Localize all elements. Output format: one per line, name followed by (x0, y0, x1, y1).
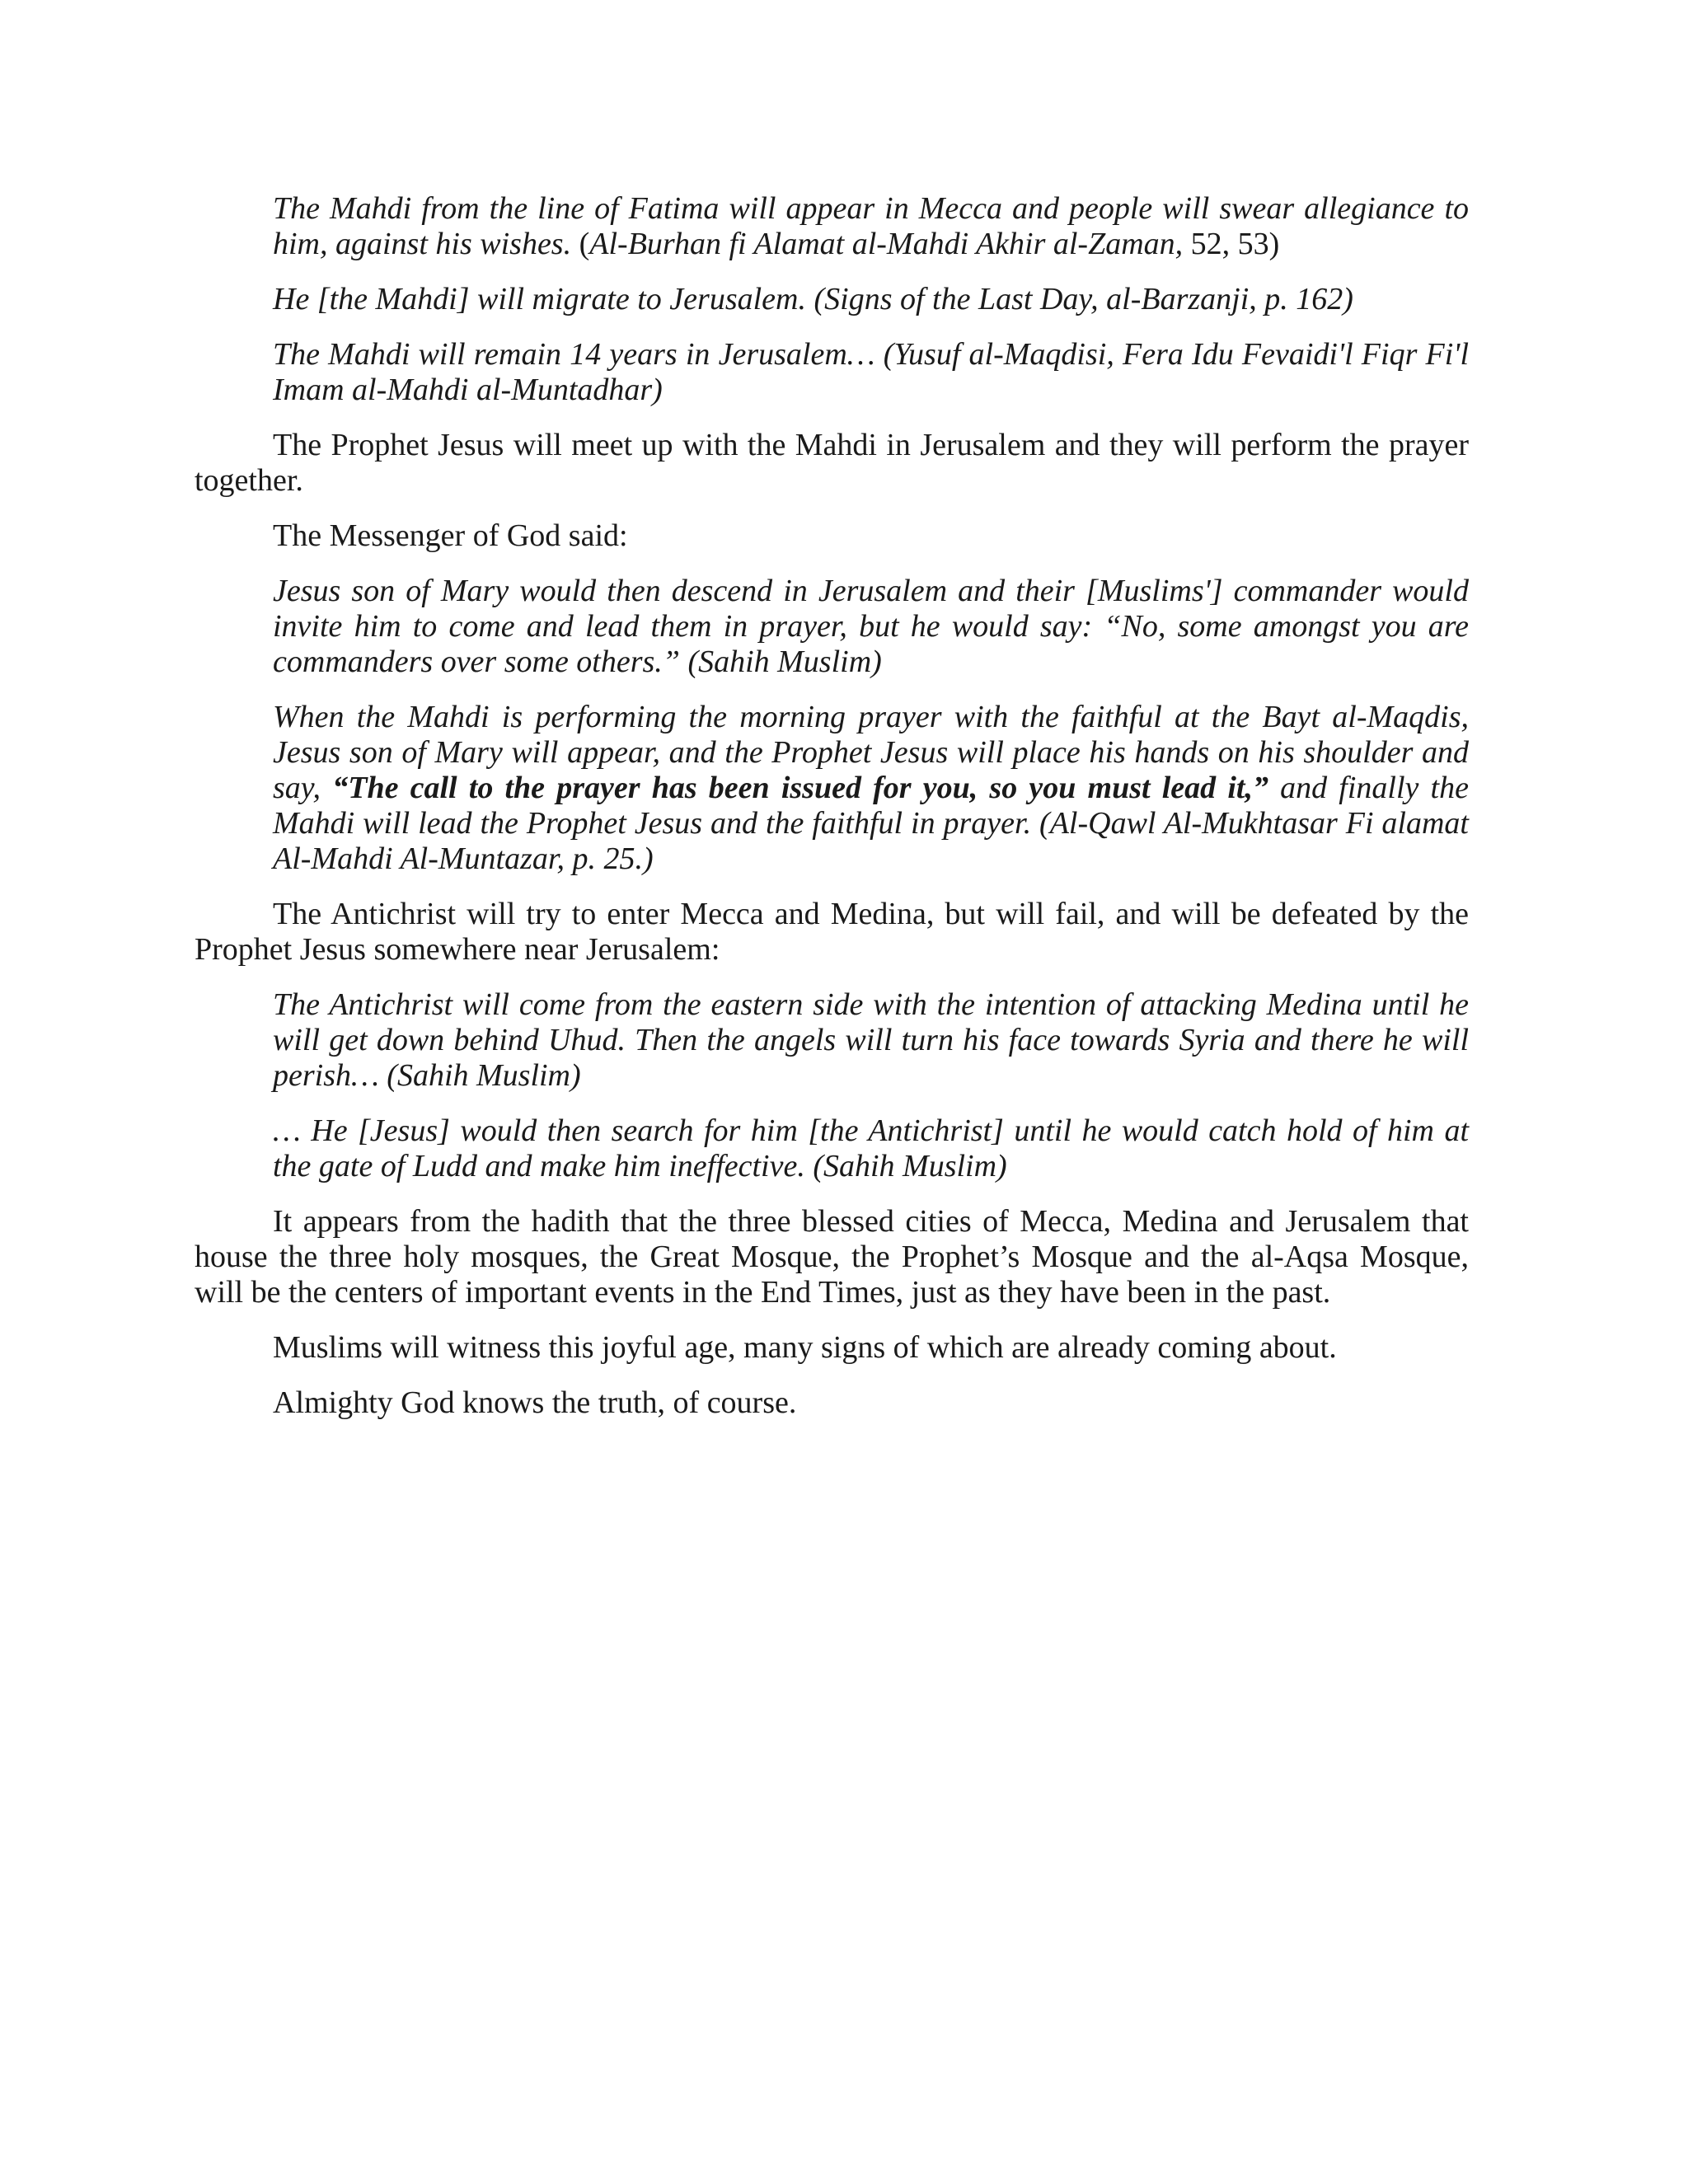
body-paragraph-closing: Almighty God knows the truth, of course. (273, 1385, 797, 1420)
body-paragraph-joyful-age: Muslims will witness this joyful age, many signs of which are already coming about. (273, 1330, 1337, 1365)
body-paragraph-three-cities: It appears from the hadith that the three blessed cities of Mecca, Medina and Jerusalem that house the three holy mosques, the Great Mosque, the Prophet’s Mosque and the al-Aqsa Mosque, will be the centers of important events in the End Times, just as they have been in the past. (195, 1204, 1469, 1310)
quote-text-before: When the Mahdi is performing the morning prayer with the faithful at the Bayt al-Maqdis, Jesus son of Mary will appear, and the Prophet Jesus will place his hands on his shoulder and say, (273, 700, 1469, 805)
quote-mahdi-remain: The Mahdi will remain 14 years in Jerusalem… (Yusuf al-Maqdisi, Fera Idu Fevaidi'l Fiqr Fi'l Imam al-Mahdi al-Muntadhar) (273, 337, 1469, 407)
body-paragraph-messenger: The Messenger of God said: (273, 518, 628, 553)
quote-paren: ( (579, 227, 590, 261)
quote-jesus-descend: Jesus son of Mary would then descend in Jerusalem and their [Muslims'] commander would invite him to come and lead them in prayer, but he would say: “No, some amongst you are commanders over some others.” (Sahih Muslim) (273, 574, 1469, 679)
quote-source-pages: 52, 53) (1183, 227, 1280, 261)
quote-mahdi-mecca (273, 191, 1469, 262)
quote-source-title: Al-Burhan fi Alamat al-Mahdi Akhir al-Zaman, (589, 227, 1184, 261)
document-page (195, 191, 1469, 1441)
quote-text: The Mahdi from the line of Fatima will appear in Mecca and people will swear allegiance to him, against his wishes. (273, 191, 1469, 261)
body-paragraph-jesus-meet: The Prophet Jesus will meet up with the Mahdi in Jerusalem and they will perform the prayer together. (195, 428, 1469, 498)
quote-antichrist-east: The Antichrist will come from the eastern side with the intention of attacking Medina until he will get down behind Uhud. Then the angels will turn his face towards Syria and there he will perish… (Sahih Muslim) (273, 987, 1469, 1093)
quote-bold-call: “The call to the prayer has been issued for you, so you must lead it,” (332, 771, 1268, 805)
quote-gate-of-ludd: … He [Jesus] would then search for him [the Antichrist] until he would catch hold of him at the gate of Ludd and make him ineffective. (Sahih Muslim) (273, 1113, 1469, 1183)
quote-mahdi-migrate: He [the Mahdi] will migrate to Jerusalem. (Signs of the Last Day, al-Barzanji, p. 162) (273, 282, 1353, 316)
quote-text-after: and finally the Mahdi will lead the Prophet Jesus and the faithful in prayer. (Al-Qawl Al-Mukhtasar Fi alamat Al-Mahdi Al-Muntazar, p. 25.) (273, 771, 1469, 876)
quote-morning-prayer (273, 700, 1469, 877)
body-paragraph-antichrist: The Antichrist will try to enter Mecca and Medina, but will fail, and will be defeated by the Prophet Jesus somewhere near Jerusalem: (195, 897, 1469, 967)
